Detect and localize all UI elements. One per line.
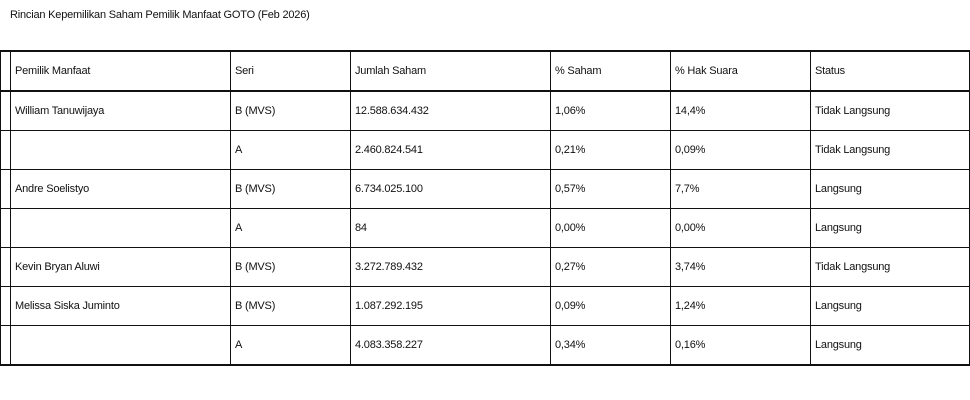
cell-status: Tidak Langsung (811, 248, 970, 287)
cell-persen-hak-suara: 7,7% (671, 170, 811, 209)
cell-seri: A (231, 326, 351, 366)
cell-persen-saham: 0,27% (551, 248, 671, 287)
row-gutter (1, 248, 11, 287)
cell-status: Langsung (811, 170, 970, 209)
cell-persen-saham: 0,21% (551, 131, 671, 170)
cell-pemilik-manfaat: Kevin Bryan Aluwi (11, 248, 231, 287)
cell-jumlah-saham: 12.588.634.432 (351, 91, 551, 131)
table-row (1, 91, 970, 131)
cell-status: Tidak Langsung (811, 91, 970, 131)
cell-jumlah-saham: 84 (351, 209, 551, 248)
cell-jumlah-saham: 6.734.025.100 (351, 170, 551, 209)
cell-pemilik-manfaat: Andre Soelistyo (11, 170, 231, 209)
cell-jumlah-saham: 4.083.358.227 (351, 326, 551, 366)
cell-seri: A (231, 131, 351, 170)
cell-seri: B (MVS) (231, 248, 351, 287)
cell-seri: B (MVS) (231, 170, 351, 209)
cell-jumlah-saham: 3.272.789.432 (351, 248, 551, 287)
table-row (1, 287, 970, 326)
cell-status: Tidak Langsung (811, 131, 970, 170)
cell-jumlah-saham: 2.460.824.541 (351, 131, 551, 170)
table-row (1, 209, 970, 248)
row-gutter (1, 209, 11, 248)
cell-persen-hak-suara: 3,74% (671, 248, 811, 287)
row-gutter (1, 51, 11, 91)
cell-pemilik-manfaat: Melissa Siska Juminto (11, 287, 231, 326)
row-gutter (1, 91, 11, 131)
header-seri: Seri (231, 51, 351, 91)
row-gutter (1, 131, 11, 170)
table-row (1, 248, 970, 287)
header-persen-saham: % Saham (551, 51, 671, 91)
cell-persen-saham: 0,09% (551, 287, 671, 326)
row-gutter (1, 170, 11, 209)
cell-pemilik-manfaat (11, 131, 231, 170)
row-gutter (1, 326, 11, 366)
cell-status: Langsung (811, 209, 970, 248)
cell-persen-hak-suara: 0,00% (671, 209, 811, 248)
cell-status: Langsung (811, 287, 970, 326)
row-gutter (1, 287, 11, 326)
table-row (1, 170, 970, 209)
cell-persen-saham: 0,00% (551, 209, 671, 248)
cell-seri: B (MVS) (231, 91, 351, 131)
cell-pemilik-manfaat (11, 209, 231, 248)
table-header-row (1, 51, 970, 91)
cell-persen-saham: 0,57% (551, 170, 671, 209)
cell-persen-saham: 1,06% (551, 91, 671, 131)
cell-jumlah-saham: 1.087.292.195 (351, 287, 551, 326)
header-pemilik-manfaat: Pemilik Manfaat (11, 51, 231, 91)
table-caption: Rincian Kepemilikan Saham Pemilik Manfaat GOTO (Feb 2026) (10, 9, 310, 21)
header-status: Status (811, 51, 970, 91)
cell-persen-hak-suara: 1,24% (671, 287, 811, 326)
cell-persen-hak-suara: 0,16% (671, 326, 811, 366)
cell-persen-saham: 0,34% (551, 326, 671, 366)
header-persen-hak-suara: % Hak Suara (671, 51, 811, 91)
header-jumlah-saham: Jumlah Saham (351, 51, 551, 91)
cell-seri: B (MVS) (231, 287, 351, 326)
cell-pemilik-manfaat (11, 326, 231, 366)
cell-seri: A (231, 209, 351, 248)
cell-status: Langsung (811, 326, 970, 366)
cell-persen-hak-suara: 0,09% (671, 131, 811, 170)
beneficial-ownership-table (0, 50, 970, 366)
cell-pemilik-manfaat: William Tanuwijaya (11, 91, 231, 131)
table-row (1, 131, 970, 170)
cell-persen-hak-suara: 14,4% (671, 91, 811, 131)
table-row (1, 326, 970, 366)
